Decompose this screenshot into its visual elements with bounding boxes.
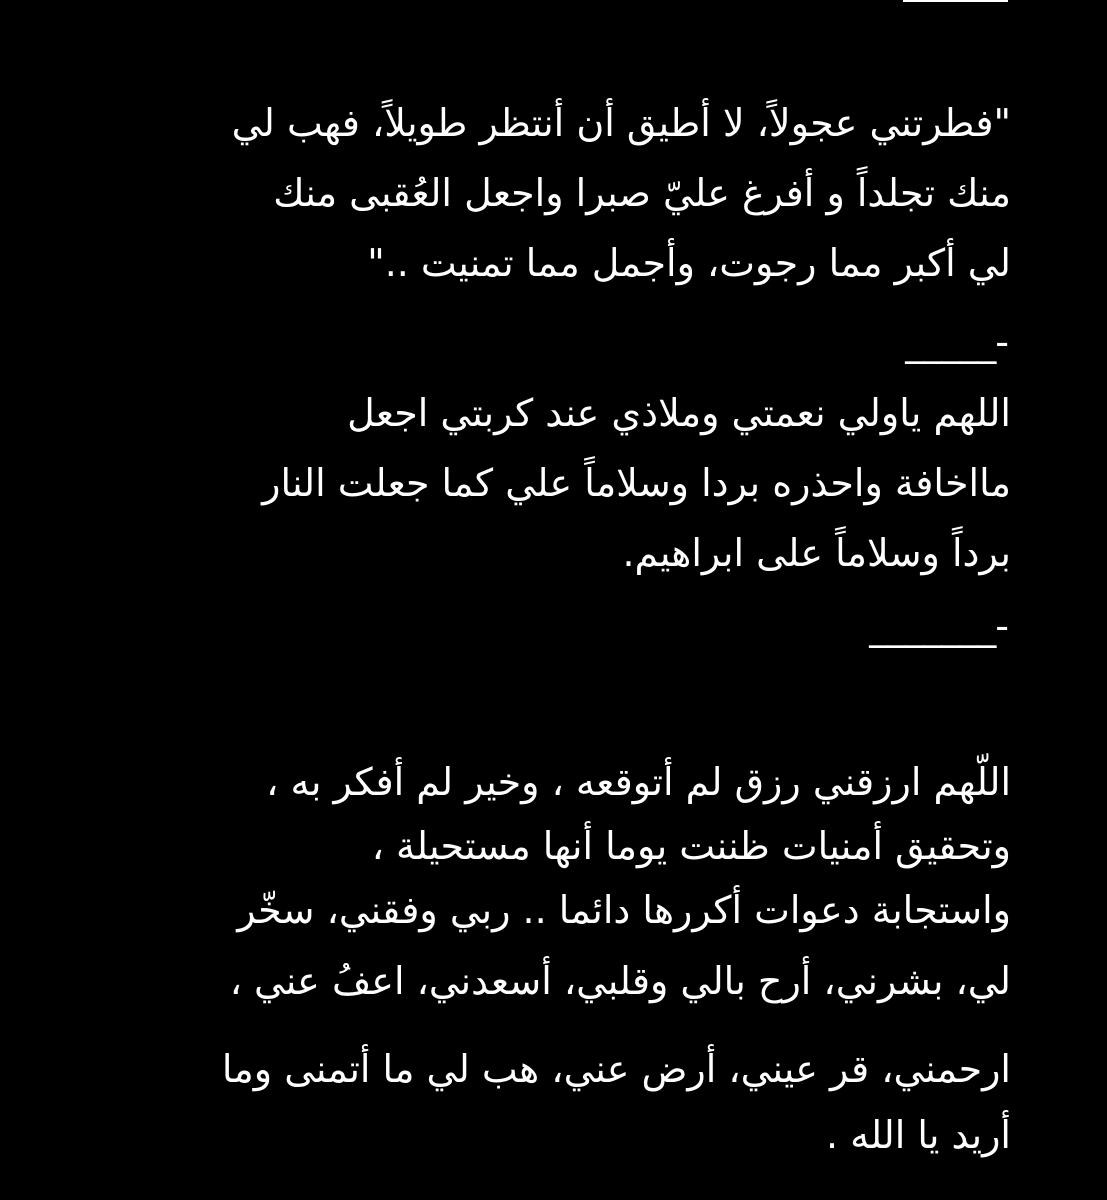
paragraph-3-line-1: اللّهم ارزقني رزق لم أتوقعه ، وخير لم أفكر به ، bbox=[266, 760, 1011, 804]
separator-2: _______- bbox=[869, 604, 1008, 648]
paragraph-2-line-2: مااخافة واحذره بردا وسلاماً علي كما جعلت النار bbox=[262, 461, 1011, 505]
paragraph-1-line-2: منك تجلداً و أفرغ عليّ صبرا واجعل العُقبى منك bbox=[273, 171, 1011, 215]
paragraph-2-line-1: اللهم ياولي نعمتي وملاذي عند كربتي اجعل bbox=[347, 391, 1011, 435]
paragraph-3-line-3: واستجابة دعوات أكررها دائما .. ربي وفقني، سخّر bbox=[237, 888, 1011, 932]
paragraph-2-line-3: برداً وسلاماً على ابراهيم. bbox=[622, 531, 1011, 575]
top-divider-line bbox=[903, 0, 1008, 2]
paragraph-3-line-4: لي، بشرني، أرح بالي وقلبي، أسعدني، اعفُ عني ، bbox=[229, 959, 1011, 1003]
paragraph-3-line-5: ارحمني، قر عيني، أرض عني، هب لي ما أتمنى وما bbox=[221, 1047, 1011, 1091]
paragraph-1-line-3: لي أكبر مما رجوت، وأجمل مما تمنيت .." bbox=[367, 241, 1011, 285]
separator-1: _____- bbox=[905, 320, 1008, 364]
paragraph-3-line-6: أريد يا الله . bbox=[826, 1113, 1011, 1157]
paragraph-3-line-2: وتحقيق أمنيات ظننت يوما أنها مستحيلة ، bbox=[371, 824, 1011, 868]
paragraph-1-line-1: "فطرتني عجولاً، لا أطيق أن أنتظر طويلاً، فهب لي bbox=[231, 101, 1011, 145]
